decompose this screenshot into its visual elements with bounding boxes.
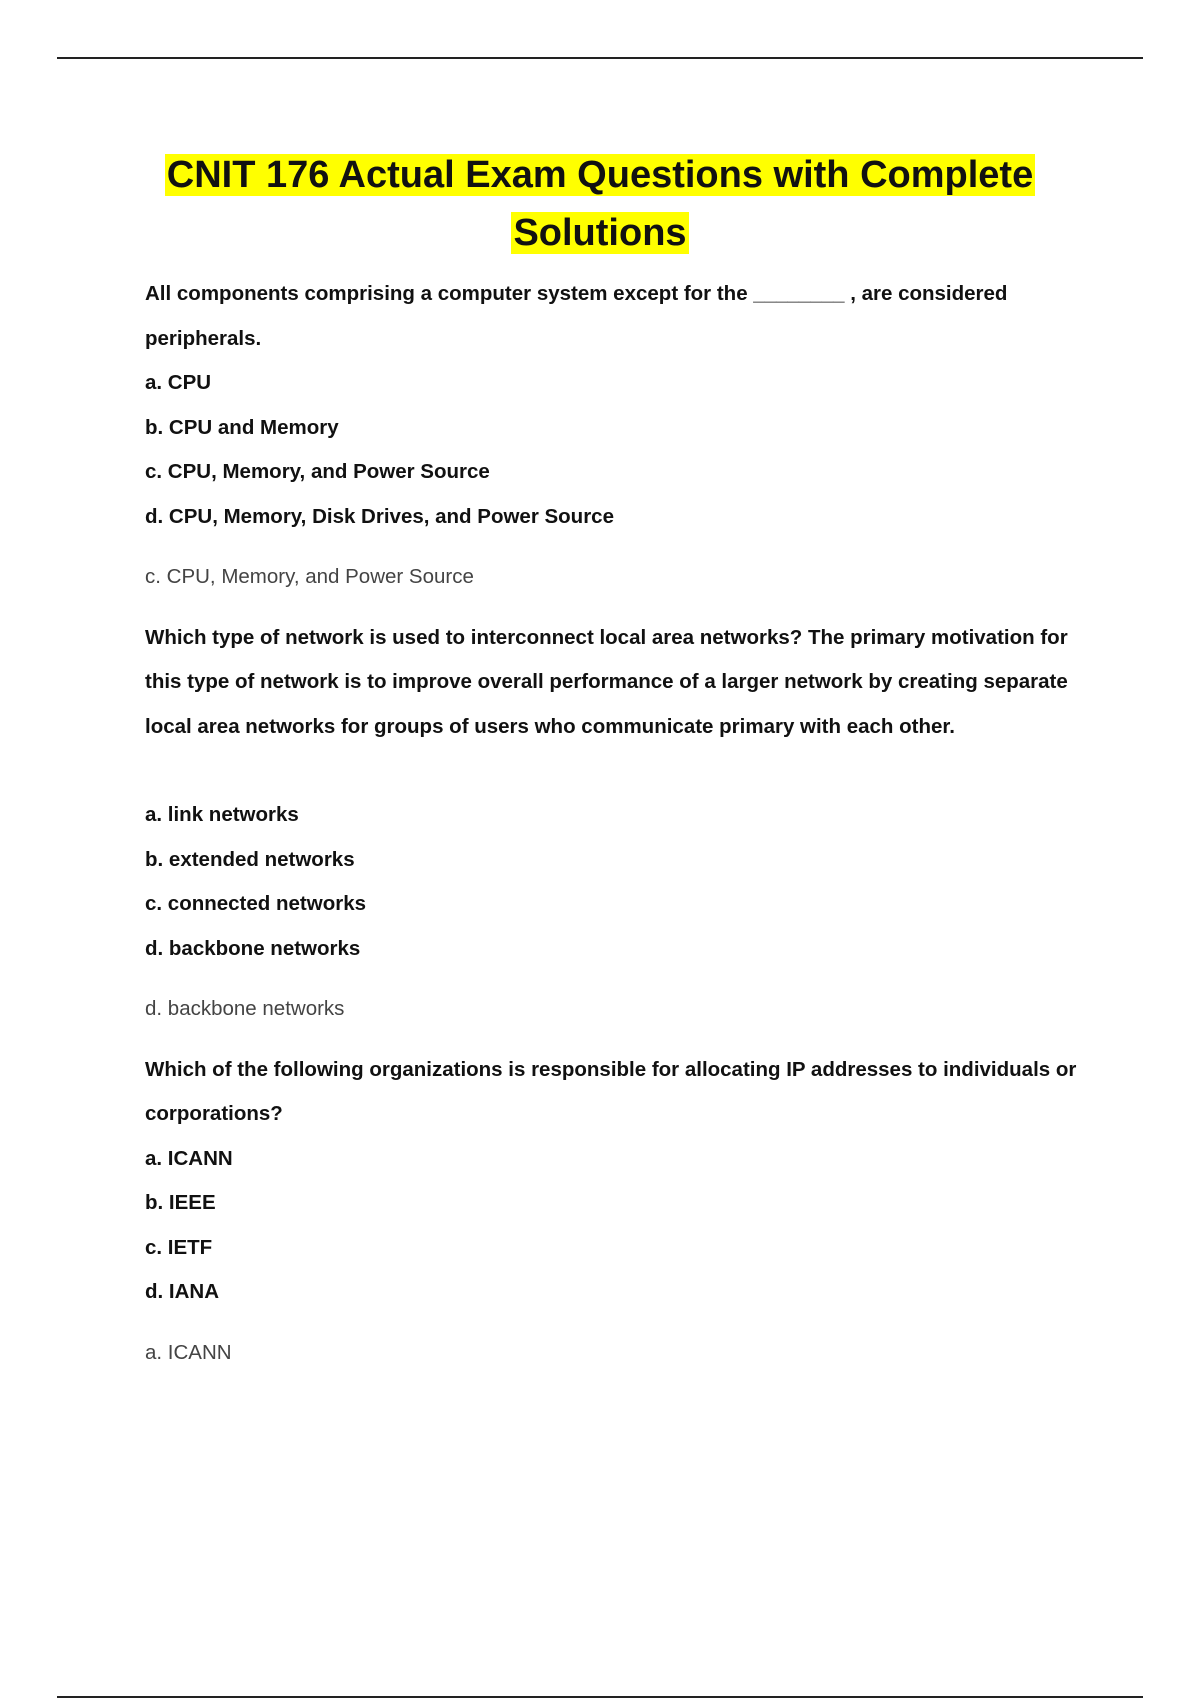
answer-text: c. CPU, Memory, and Power Source bbox=[145, 565, 474, 588]
question-block-2 bbox=[145, 616, 1095, 1032]
option-b: b. CPU and Memory bbox=[145, 415, 339, 439]
option-d: d. IANA bbox=[145, 1280, 220, 1303]
answer-text: a. ICANN bbox=[145, 1340, 232, 1364]
question-text: All components comprising a computer system except for the ________ , are considered peripherals. bbox=[145, 282, 1008, 350]
option-a: a. ICANN bbox=[145, 1146, 233, 1170]
option-d: d. CPU, Memory, Disk Drives, and Power Source bbox=[145, 504, 614, 528]
option-c: c. IETF bbox=[145, 1235, 213, 1259]
question-block-1 bbox=[145, 272, 1095, 600]
document-title bbox=[0, 146, 1200, 262]
question-block-3 bbox=[145, 1048, 1095, 1376]
option-a: a. CPU bbox=[145, 371, 212, 394]
title-line-1: CNIT 176 Actual Exam Questions with Complete bbox=[166, 154, 1034, 196]
top-divider bbox=[57, 57, 1143, 59]
title-line-2: Solutions bbox=[513, 212, 687, 254]
option-a: a. link networks bbox=[145, 803, 299, 826]
question-text: Which of the following organizations is responsible for allocating IP addresses to individuals or corporations? bbox=[145, 1057, 1077, 1125]
answer-text: d. backbone networks bbox=[145, 997, 345, 1020]
bottom-divider bbox=[57, 1696, 1143, 1698]
spacer bbox=[145, 749, 1095, 793]
option-c: c. CPU, Memory, and Power Source bbox=[145, 460, 490, 483]
option-b: b. IEEE bbox=[145, 1191, 216, 1214]
question-text: Which type of network is used to interconnect local area networks? The primary motivation for this type of network is to improve overall performance of a larger network by creating separate local area networks for groups of users who communicate primary with each other. bbox=[145, 625, 1068, 738]
option-d: d. backbone networks bbox=[145, 936, 361, 960]
option-c: c. connected networks bbox=[145, 892, 367, 915]
option-b: b. extended networks bbox=[145, 847, 355, 871]
questions-container bbox=[145, 272, 1095, 1391]
